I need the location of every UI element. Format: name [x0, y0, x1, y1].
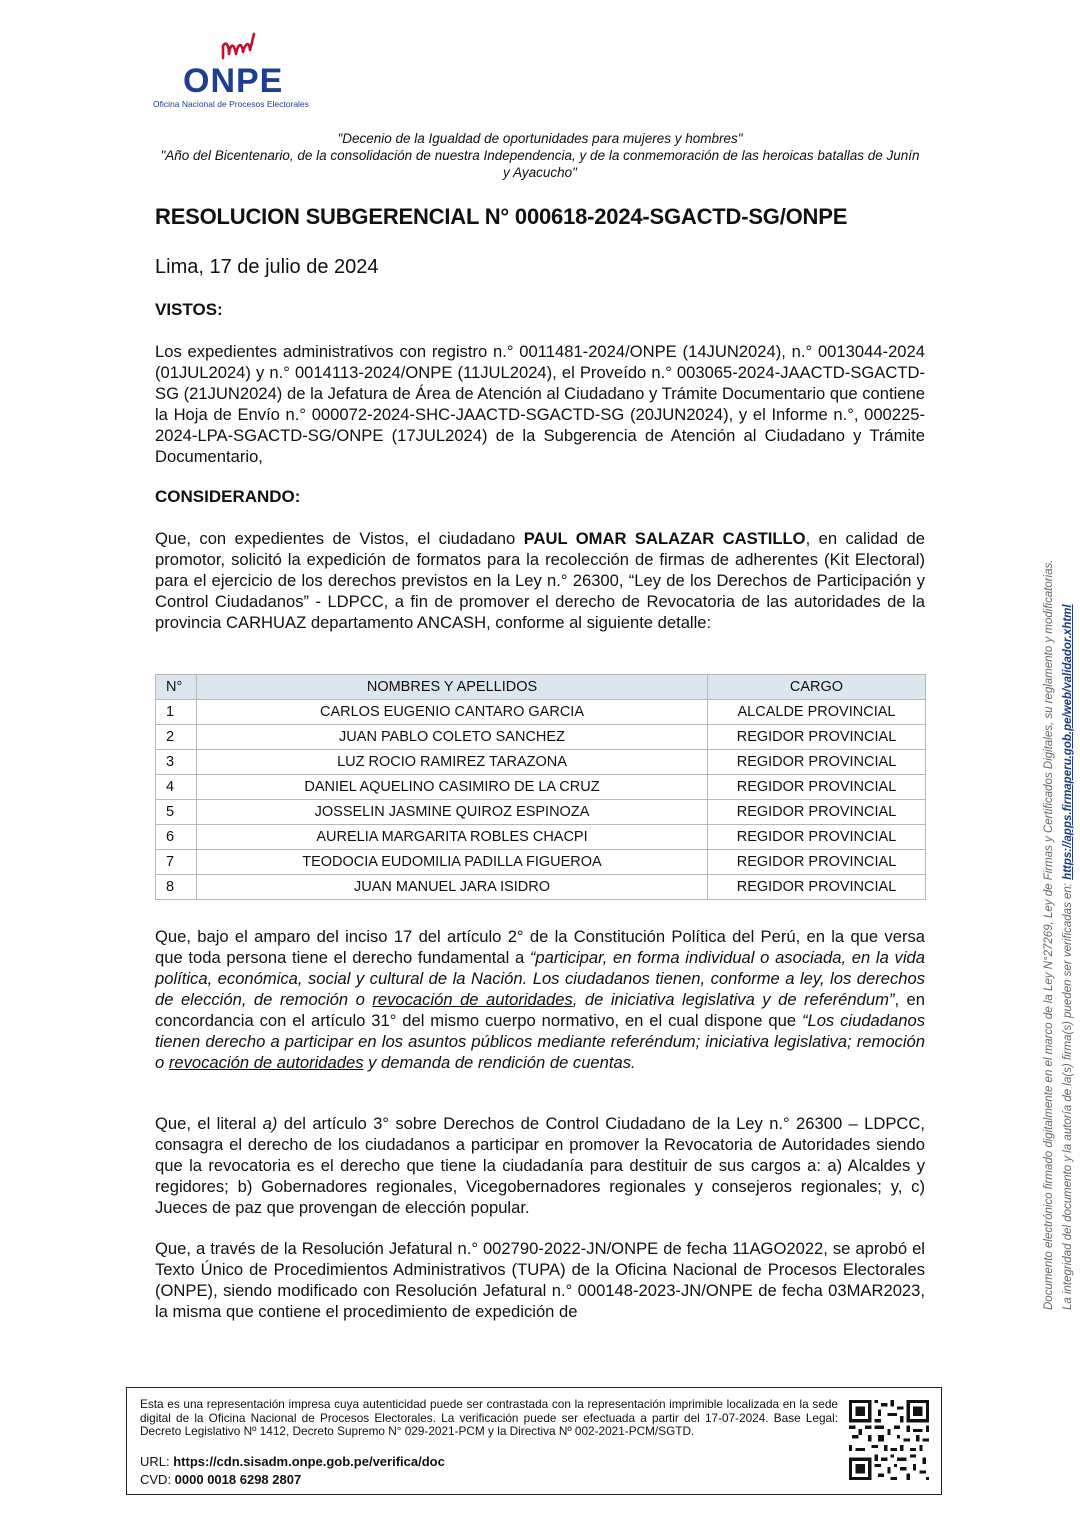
cell-name: JUAN PABLO COLETO SANCHEZ: [197, 725, 708, 750]
vistos-paragraph: Los expedientes administrativos con registro n.° 0011481-2024/ONPE (14JUN2024), n.° 0013044-2024 (01JUL2024) y n.° 0014113-2024/ONPE (11JUL2024), el Proveído n.° 003065-2024-JAACTD-SGACTD-SG (21JUN2024) de la Jefatura de Área de Atención al Ciudadano y Trámite Documentario que contiene la Hoja de Envío n.° 000072-2024-SHC-JAACTD-SGACTD-SG (20JUN2024), y el Informe n.°, 000225-2024-LPA-SGACTD-SG/ONPE (17JUL2024) de la Subgerencia de Atención al Ciudadano y Trámite Documentario,: [155, 342, 925, 466]
cell-cargo: REGIDOR PROVINCIAL: [708, 775, 926, 800]
cell-number: 4: [156, 775, 197, 800]
table-row: [156, 825, 926, 850]
cell-number: 1: [156, 700, 197, 725]
digital-signature-note: [1040, 480, 1078, 1310]
p1-text-b: , en calidad de promotor, solicitó la expedición de formatos para la recolección de firmas de adherentes (Kit Electoral) para el ejercicio de los derechos previstos en la Ley n.° 26300, “Ley de los Derechos de Participación y Control Ciudadanos” - LDPCC, a fin de promover el derecho de Revocatoria de las autoridades de la provincia CARHUAZ departamento ANCASH, conforme al siguiente detalle:: [155, 529, 925, 632]
table-header-row: [156, 675, 926, 700]
cell-number: 2: [156, 725, 197, 750]
logo-subtitle: Oficina Nacional de Procesos Electorales: [153, 99, 309, 109]
cell-cargo: REGIDOR PROVINCIAL: [708, 725, 926, 750]
cell-cargo: ALCALDE PROVINCIAL: [708, 700, 926, 725]
qr-code-icon: [849, 1400, 929, 1480]
footer-cvd-line: [140, 1472, 301, 1487]
vistos-heading: VISTOS:: [155, 300, 223, 319]
footer-url-label: URL:: [140, 1454, 174, 1469]
p2-quote-2: , de iniciativa legislativa y de referéndum”: [572, 990, 895, 1009]
footer-cvd: 0000 0018 6298 2807: [174, 1472, 302, 1487]
p2-quote-3: “Los ciudadanos tienen derecho a participar en los asuntos públicos mediante referéndum; iniciativa legislativa; remoción o: [155, 1011, 925, 1072]
table-row: [156, 725, 926, 750]
cell-number: 7: [156, 850, 197, 875]
cell-name: AURELIA MARGARITA ROBLES CHACPI: [197, 825, 708, 850]
cell-cargo: REGIDOR PROVINCIAL: [708, 750, 926, 775]
cell-cargo: REGIDOR PROVINCIAL: [708, 800, 926, 825]
document-title: RESOLUCION SUBGERENCIAL N° 000618-2024-SGACTD-SG/ONPE: [155, 204, 848, 229]
table-row: [156, 700, 926, 725]
p1-text-a: Que, con expedientes de Vistos, el ciudadano: [155, 529, 524, 548]
header-cargo: CARGO: [708, 675, 926, 700]
cell-name: CARLOS EUGENIO CANTARO GARCIA: [197, 700, 708, 725]
side-note-line-1: Documento electrónico firmado digitalmente en el marco de la Ley N°27269, Ley de Firmas y Certificados Digitales, su reglamento y modificatorias.: [1043, 559, 1055, 1310]
side-note-line-2: [1059, 480, 1078, 1310]
p2-quote-1: “participar, en forma individual o asociada, en la vida política, económica, social y cultural de la Nación. Los ciudadanos tienen, conforme a ley, los derechos de elección, de remoción o: [155, 948, 925, 1009]
p2-text-b: , en concordancia con el artículo 31° del mismo cuerpo normativo, en el cual dispone que: [155, 990, 925, 1030]
validator-link[interactable]: https://apps.firmaperu.gob.pe/web/validador.xhtml: [1062, 604, 1074, 880]
cell-number: 8: [156, 875, 197, 900]
mottos: [150, 130, 930, 181]
cell-name: JUAN MANUEL JARA ISIDRO: [197, 875, 708, 900]
table-row: [156, 800, 926, 825]
cell-number: 5: [156, 800, 197, 825]
cell-name: TEODOCIA EUDOMILIA PADILLA FIGUEROA: [197, 850, 708, 875]
logo-text: ONPE: [183, 62, 284, 100]
p3-text-b: del artículo 3° sobre Derechos de Control Ciudadano de la Ley n.° 26300 – LDPCC, consagra el derecho de los ciudadanos a participar en promover la Revocatoria de Autoridades siendo que la revocatoria es el derecho que tiene la ciudadanía para destituir de sus cargos a: a) Alcaldes y regidores; b) Gobernadores regionales, Vicegobernadores regionales y consejeros regionales; y, c) Jueces de paz que provengan de elección popular.: [155, 1114, 926, 1217]
footer-cvd-label: CVD:: [140, 1472, 175, 1487]
table-row: [156, 850, 926, 875]
verification-footer: [126, 1387, 942, 1495]
table-row: [156, 750, 926, 775]
paragraph-2: [155, 926, 925, 1073]
paragraph-3: [155, 1113, 925, 1218]
header-number: N°: [156, 675, 197, 700]
header-names: NOMBRES Y APELLIDOS: [197, 675, 708, 700]
document-date: Lima, 17 de julio de 2024: [155, 256, 379, 278]
table-row: [156, 775, 926, 800]
cell-name: JOSSELIN JASMINE QUIROZ ESPINOZA: [197, 800, 708, 825]
cell-name: DANIEL AQUELINO CASIMIRO DE LA CRUZ: [197, 775, 708, 800]
side-note-text: La integridad del documento y la autoría de la(s) firma(s) pueden ser verificadas en:: [1062, 879, 1074, 1310]
p2-text-a: Que, bajo el amparo del inciso 17 del artículo 2° de la Constitución Política del Perú, en la que versa que toda persona tiene el derecho fundamental a: [155, 927, 925, 967]
cell-cargo: REGIDOR PROVINCIAL: [708, 825, 926, 850]
cell-name: LUZ ROCIO RAMIREZ TARAZONA: [197, 750, 708, 775]
cell-number: 3: [156, 750, 197, 775]
motto-2: "Año del Bicentenario, de la consolidación de nuestra Independencia, y de la conmemoración de las heroicas batallas de Junín y Ayacucho": [160, 148, 920, 180]
p3-text-a: Que, el literal: [155, 1114, 263, 1133]
paragraph-1: [155, 528, 925, 633]
footer-text: Esta es una representación impresa cuya autenticidad puede ser contrastada con la representación imprimible localizada en la sede digital de la Oficina Nacional de Procesos Electorales. La verificación puede ser efectuada a partir del 17-07-2024. Base Legal: Decreto Legislativo Nº 1412, Decreto Supremo N° 029-2021-PCM y la Directiva Nº 002-2021-PCM/SGTD.: [140, 1397, 838, 1438]
footer-url[interactable]: https://cdn.sisadm.onpe.gob.pe/verifica/doc: [173, 1454, 445, 1469]
p2-underline-2: revocación de autoridades: [168, 1053, 364, 1072]
p3-literal: a): [262, 1114, 278, 1133]
promoter-name: PAUL OMAR SALAZAR CASTILLO: [523, 529, 806, 548]
footer-url-line: [140, 1454, 445, 1469]
cell-cargo: REGIDOR PROVINCIAL: [708, 850, 926, 875]
authorities-table: [155, 674, 926, 900]
cell-cargo: REGIDOR PROVINCIAL: [708, 875, 926, 900]
considerando-heading: CONSIDERANDO:: [155, 487, 301, 506]
table-row: [156, 875, 926, 900]
p2-underline-1: revocación de autoridades: [372, 990, 573, 1009]
motto-1: "Decenio de la Igualdad de oportunidades para mujeres y hombres": [337, 131, 743, 146]
cell-number: 6: [156, 825, 197, 850]
p2-quote-4: y demanda de rendición de cuentas.: [363, 1053, 636, 1072]
paragraph-4: Que, a través de la Resolución Jefatural n.° 002790-2022-JN/ONPE de fecha 11AGO2022, se aprobó el Texto Único de Procedimientos Administrativos (TUPA) de la Oficina Nacional de Procesos Electorales (ONPE), siendo modificado con Resolución Jefatural n.° 000148-2023-JN/ONPE de fecha 03MAR2023, la misma que contiene el procedimiento de expedición de: [155, 1239, 925, 1321]
